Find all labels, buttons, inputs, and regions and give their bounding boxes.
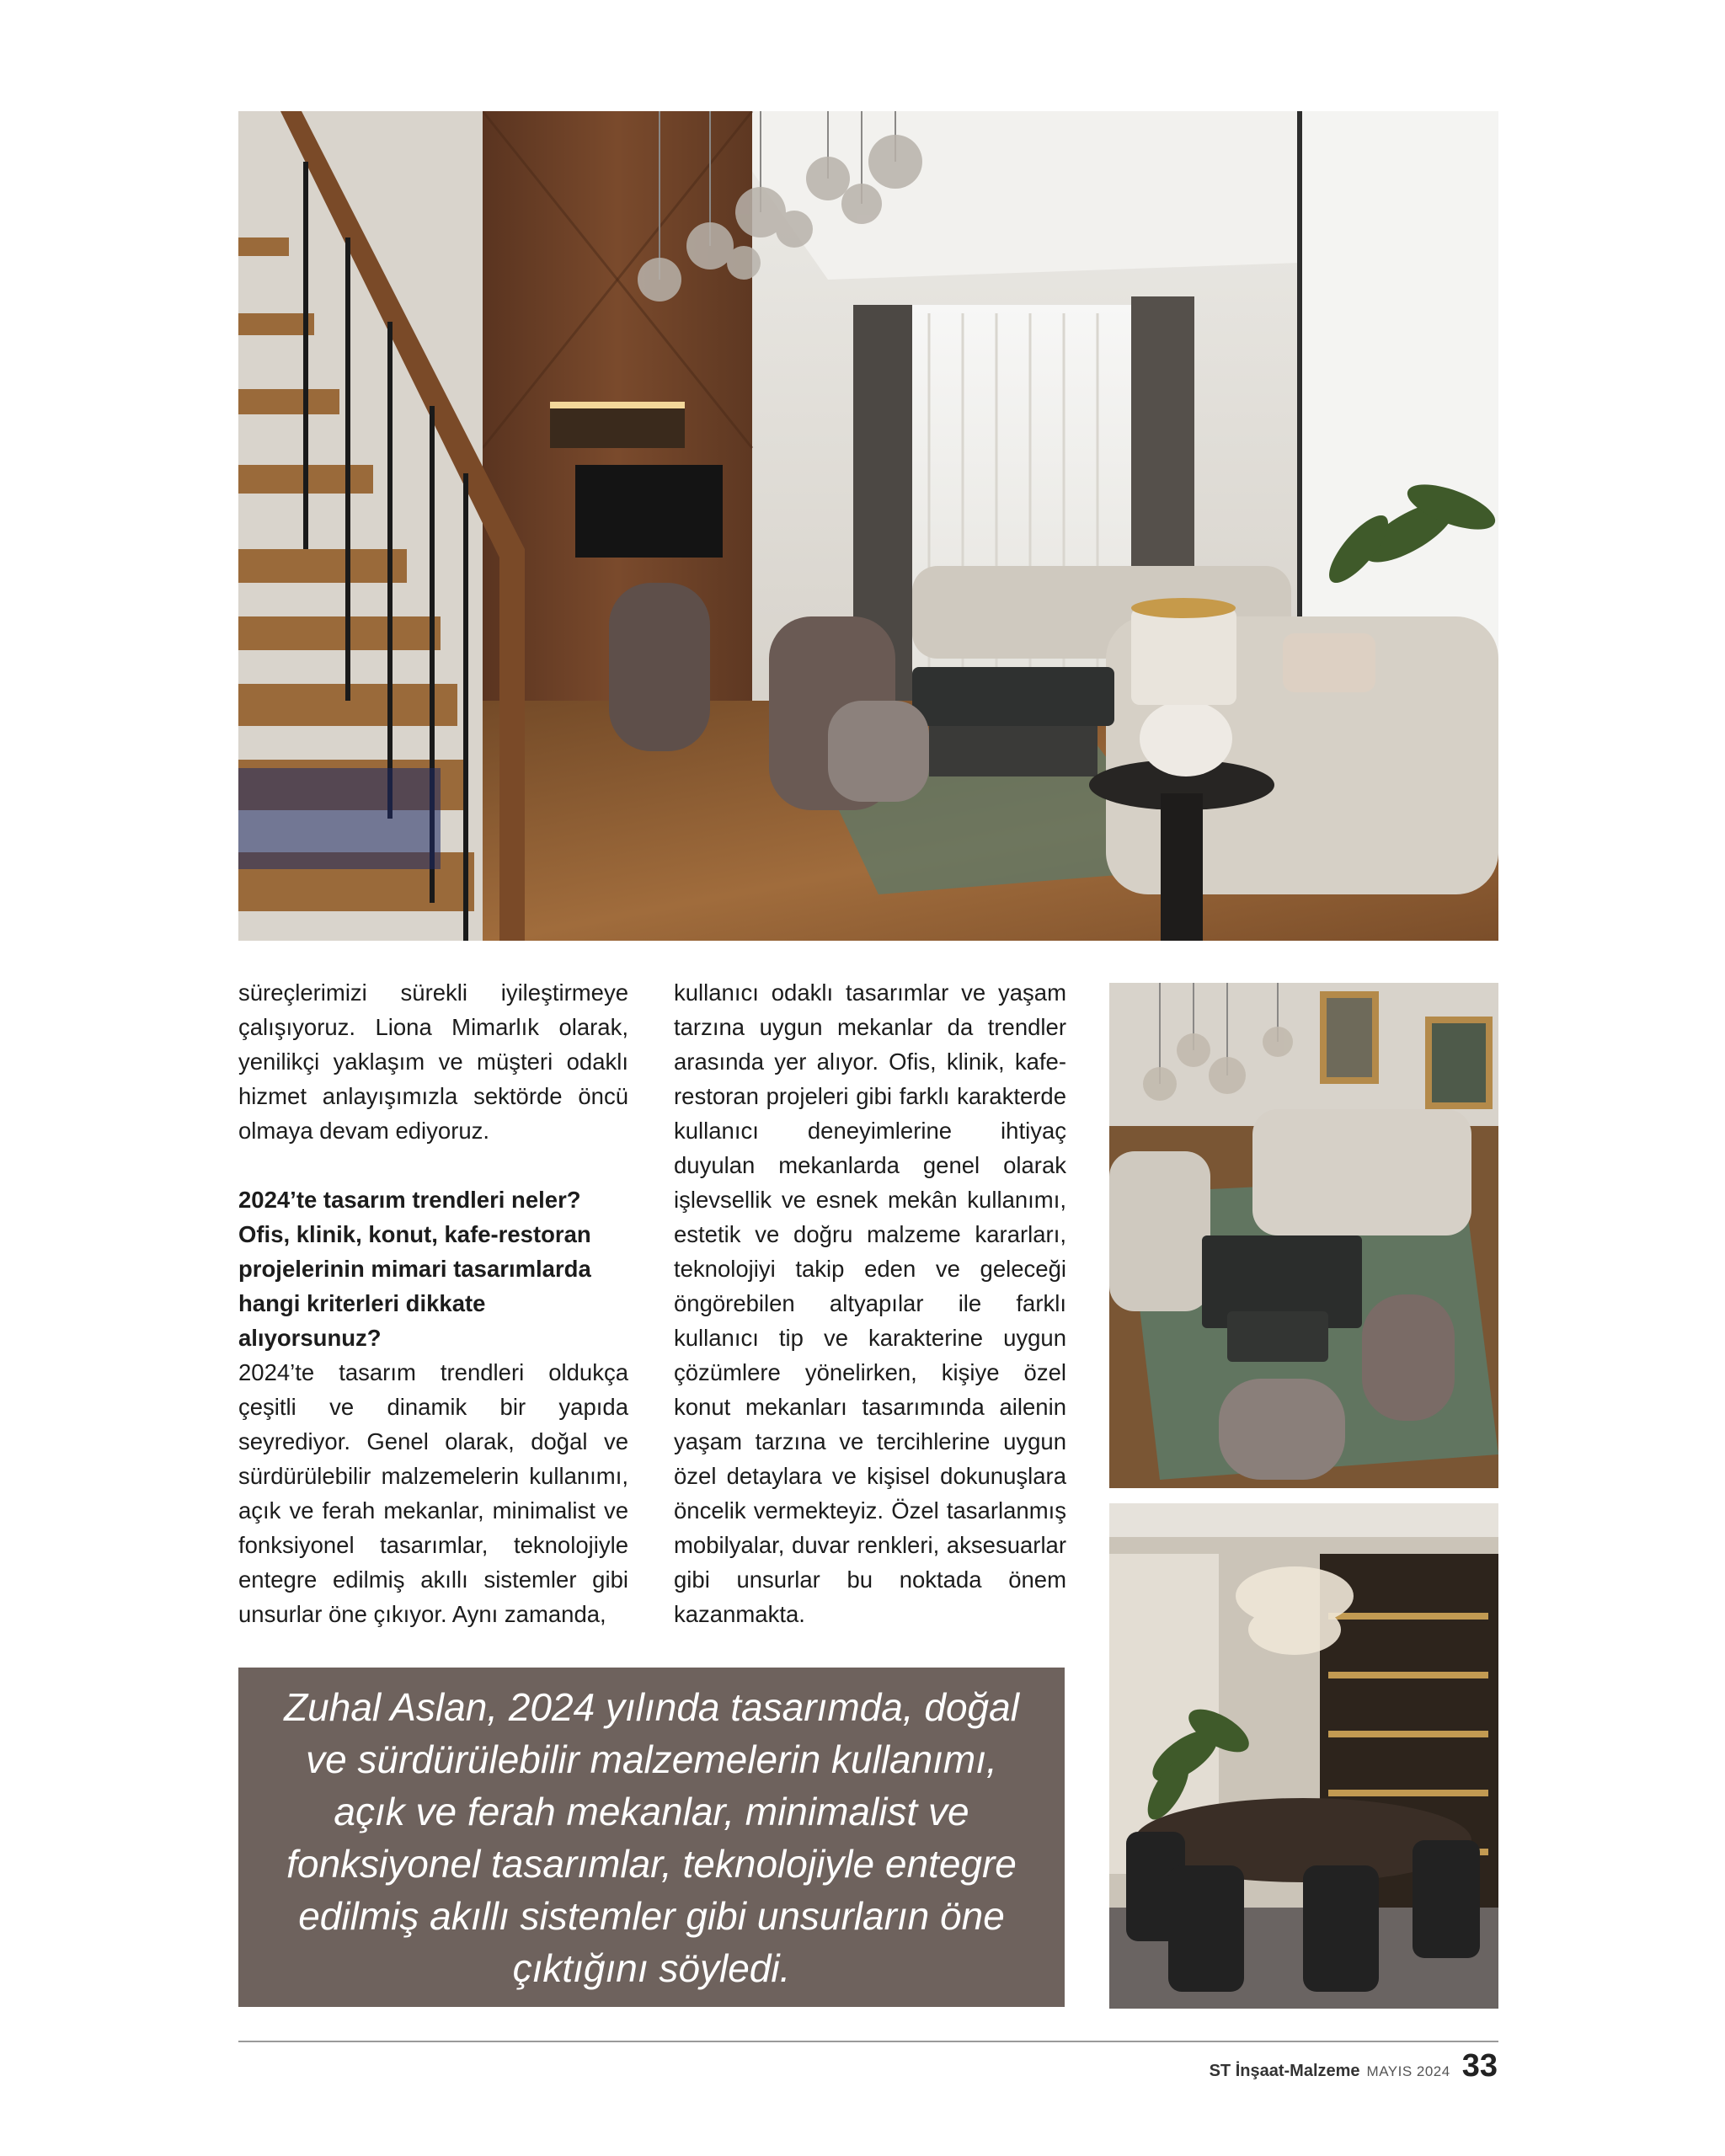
issue-date: MAYIS 2024 (1366, 2063, 1450, 2079)
page-footer (1210, 2048, 1498, 2084)
body-paragraph: kullanıcı odaklı tasarımlar ve yaşam tarzına uygun mekanlar da trendler arasında yer alıyor. Ofis, klinik, kafe-restoran projeleri gibi farklı karakterde kullanıcı deneyimlerine ihtiyaç duyulan mekanlarda genel olarak işlevsellik ve esnek mekân kullanımı, estetik ve doğru malzeme kararları, teknolojiyi takip eden ve geleceği öngörebilen altyapılar ile farklı kullanıcı tip ve karakterine uygun çözümlere yönelirken, kişiye özel konut mekanları tasarımında ailenin yaşam tarzına ve tercihlerine uygun özel detaylara ve kişisel dokunuşlara öncelik vermekteyiz. Özel tasarlanmış mobilyalar, duvar renkleri, aksesuarlar gibi unsurlar bu noktada önem kazanmakta. (674, 979, 1066, 1627)
side-photo-top (1109, 983, 1498, 1488)
body-paragraph: 2024’te tasarım trendleri oldukça çeşitli ve dinamik bir yapıda seyrediyor. Genel olarak, doğal ve sürdürülebilir malzemelerin kullanımı, açık ve ferah mekanlar, minimalist ve fonksiyonel tasarımlar, teknolojiyle entegre edilmiş akıllı sistemler gibi unsurlar öne çıkıyor. Aynı zamanda, (238, 1359, 628, 1627)
side-photo-bottom (1109, 1503, 1498, 2009)
pull-quote-box (238, 1668, 1065, 2007)
pull-quote-text: Zuhal Aslan, 2024 yılında tasarımda, doğal ve sürdürülebilir malzemelerin kullanımı, açık ve ferah mekanlar, minimalist ve fonksiyonel tasarımlar, teknolojiyle entegre edilmiş akıllı sistemler gibi unsurların öne çıktığını söyledi. (284, 1684, 1019, 1990)
body-paragraph: süreçlerimizi sürekli iyileştirmeye çalışıyoruz. Liona Mimarlık olarak, yenilikçi yaklaşım ve müşteri odaklı hizmet anlayışımızla sektörde öncü olmaya devam ediyoruz. (238, 979, 628, 1144)
footer-rule (238, 2041, 1498, 2042)
magazine-name: ST İnşaat-Malzeme (1209, 2062, 1360, 2080)
text-column-left (238, 975, 628, 1631)
hero-photo (238, 111, 1498, 941)
page-number: 33 (1461, 2048, 1498, 2084)
interview-question: 2024’te tasarım trendleri neler? Ofis, klinik, konut, kafe-restoran projelerinin mimari tasarımlarda hangi kriterleri dikkate alıyorsunuz? (238, 1187, 591, 1351)
text-column-middle (674, 975, 1066, 1631)
